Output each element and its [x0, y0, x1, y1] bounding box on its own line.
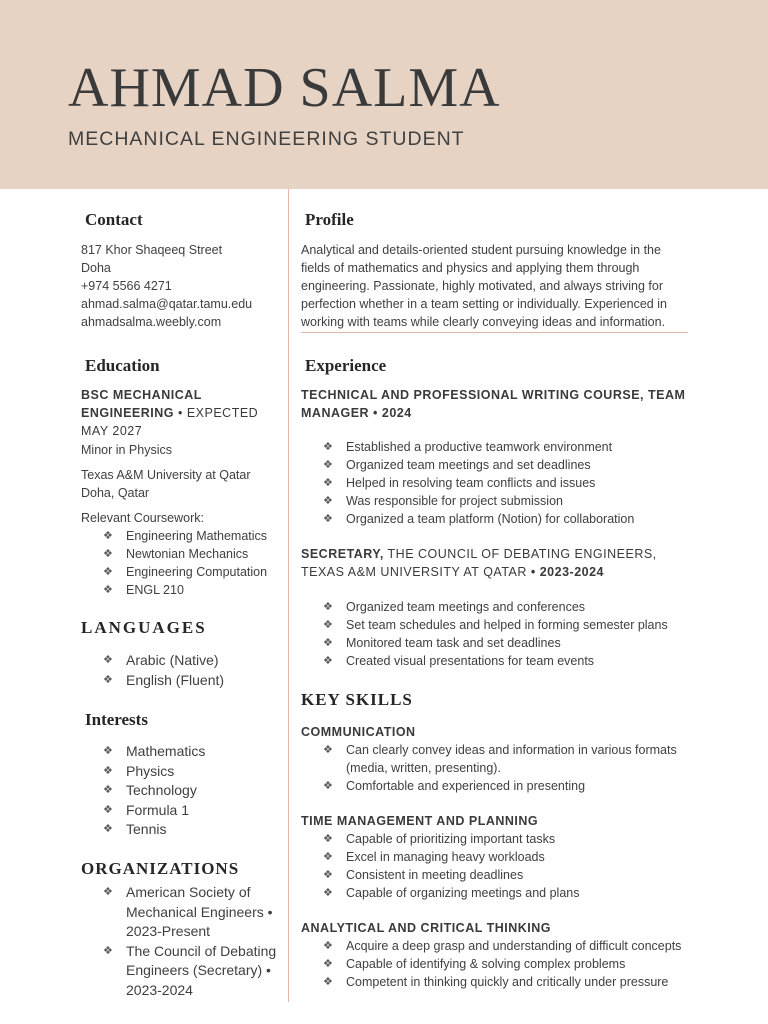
list-item: ❖ Newtonian Mechanics: [103, 547, 249, 561]
diamond-bullet-icon: ❖: [323, 601, 333, 613]
diamond-bullet-icon: ❖: [323, 833, 333, 845]
diamond-bullet-icon: ❖: [323, 940, 333, 952]
list-item: ❖ Engineering Computation: [103, 565, 268, 579]
list-item: ❖ Excel in managing heavy workloads: [323, 850, 545, 864]
list-item: ❖ Capable of organizing meetings and plans: [323, 886, 580, 900]
contact-email[interactable]: ahmad.salma@qatar.tamu.edu: [81, 297, 253, 311]
diamond-bullet-icon: ❖: [103, 784, 113, 797]
list-item: ❖ Consistent in meeting deadlines: [323, 868, 524, 882]
skill-group-communication: COMMUNICATION: [301, 725, 416, 739]
list-item: ❖ American Society of Mechanical Engineers • 2023-Present: [103, 884, 273, 940]
skill-group-time-management: TIME MANAGEMENT AND PLANNING: [301, 814, 539, 828]
diamond-bullet-icon: ❖: [323, 619, 333, 631]
diamond-bullet-icon: ❖: [103, 530, 113, 542]
profile-summary: [301, 241, 667, 331]
list-item: ❖ English (Fluent): [81, 671, 291, 691]
job-1-title: TECHNICAL AND PROFESSIONAL WRITING COURSE, TEAM MANAGER • 2024: [301, 388, 686, 420]
diamond-bullet-icon: ❖: [103, 764, 113, 777]
profile-line: perfection whether in a team setting or individually. Experienced in: [301, 297, 667, 311]
skill-analytical-list: [301, 937, 701, 991]
contact-address: 817 Khor Shaqeeq Street: [81, 243, 223, 257]
school-name: Texas A&M University at Qatar: [81, 468, 251, 482]
degree-expected: • EXPECTED: [174, 406, 259, 420]
education-heading: Education: [85, 356, 160, 375]
diamond-bullet-icon: ❖: [323, 459, 333, 471]
languages-heading: LANGUAGES: [81, 618, 207, 637]
job-1-bullets: [301, 438, 701, 528]
skill-group-analytical: ANALYTICAL AND CRITICAL THINKING: [301, 921, 552, 935]
profile-line: engineering. Passionate, highly motivated, and always striving for: [301, 279, 664, 293]
key-skills-heading: KEY SKILLS: [301, 690, 413, 709]
list-item: ❖ Tennis: [81, 820, 291, 840]
profile-heading: Profile: [305, 210, 354, 229]
list-item: ❖ Comfortable and experienced in presenting: [323, 779, 586, 793]
diamond-bullet-icon: ❖: [323, 976, 333, 988]
degree-name-line2: ENGINEERING: [81, 406, 175, 420]
diamond-bullet-icon: ❖: [323, 441, 333, 453]
organizations-list: [81, 883, 291, 1001]
candidate-name: AHMAD SALMA: [68, 57, 501, 119]
profile-line: Analytical and details-oriented student pursuing knowledge in the: [301, 243, 661, 257]
diamond-bullet-icon: ❖: [103, 886, 113, 898]
diamond-bullet-icon: ❖: [323, 780, 333, 792]
list-item: ❖ Formula 1: [81, 801, 291, 821]
degree-date: MAY 2027: [81, 424, 143, 438]
list-item: ❖ Capable of identifying & solving complex problems: [323, 957, 626, 971]
diamond-bullet-icon: ❖: [323, 887, 333, 899]
list-item: ❖ Helped in resolving team conflicts and issues: [323, 476, 596, 490]
list-item: ❖ Organized team meetings and set deadlines: [323, 458, 591, 472]
diamond-bullet-icon: ❖: [103, 654, 113, 666]
list-item: ❖ Created visual presentations for team events: [323, 654, 595, 668]
coursework-label: Relevant Coursework:: [81, 511, 204, 525]
list-item: ❖ The Council of Debating Engineers (Secretary) • 2023-2024: [103, 942, 277, 998]
contact-phone: +974 5566 4271: [81, 279, 172, 293]
school-block: [81, 466, 251, 502]
organizations-heading: ORGANIZATIONS: [81, 859, 240, 878]
profile-divider: [301, 332, 688, 333]
diamond-bullet-icon: ❖: [323, 637, 333, 649]
diamond-bullet-icon: ❖: [323, 744, 333, 756]
list-item: ❖ Established a productive teamwork environment: [323, 440, 613, 454]
list-item: ❖ Organized team meetings and conferences: [323, 600, 586, 614]
diamond-bullet-icon: ❖: [323, 851, 333, 863]
interests-list: [81, 742, 291, 840]
diamond-bullet-icon: ❖: [103, 673, 113, 686]
diamond-bullet-icon: ❖: [103, 803, 113, 816]
job-2-bullets: [301, 598, 701, 670]
skill-time-management-list: [301, 830, 701, 902]
profile-line: working with teams while clearly conveying ideas and information.: [301, 315, 666, 329]
profile-line: fields of mathematics and physics and applying them through: [301, 261, 640, 275]
list-item: ❖ Capable of prioritizing important tasks: [323, 832, 556, 846]
degree-block: [81, 386, 258, 440]
list-item: ❖ Organized a team platform (Notion) for collaboration: [323, 512, 635, 526]
diamond-bullet-icon: ❖: [323, 477, 333, 489]
list-item: ❖ Was responsible for project submission: [323, 494, 563, 508]
contact-heading: Contact: [85, 210, 143, 229]
list-item: ❖ Competent in thinking quickly and critically under pressure: [323, 975, 669, 989]
diamond-bullet-icon: ❖: [103, 823, 113, 836]
degree-name-line1: BSC MECHANICAL: [81, 388, 202, 402]
contact-city: Doha: [81, 261, 111, 275]
list-item: ❖ Engineering Mathematics: [103, 529, 268, 543]
diamond-bullet-icon: ❖: [323, 655, 333, 667]
diamond-bullet-icon: ❖: [323, 958, 333, 970]
languages-list: [81, 651, 291, 690]
diamond-bullet-icon: ❖: [323, 869, 333, 881]
list-item: ❖ Acquire a deep grasp and understanding of difficult concepts: [323, 939, 682, 953]
diamond-bullet-icon: ❖: [103, 745, 113, 757]
list-item: ❖ Arabic (Native): [81, 651, 291, 671]
list-item: ❖ Can clearly convey ideas and information in various formats (media, written, presenting).: [323, 743, 677, 775]
list-item: ❖ Physics: [81, 762, 291, 782]
contact-block: [81, 241, 252, 331]
diamond-bullet-icon: ❖: [323, 495, 333, 507]
contact-website[interactable]: ahmadsalma.weebly.com: [81, 315, 222, 329]
diamond-bullet-icon: ❖: [103, 566, 113, 578]
candidate-title: MECHANICAL ENGINEERING STUDENT: [68, 128, 465, 150]
diamond-bullet-icon: ❖: [103, 584, 113, 596]
diamond-bullet-icon: ❖: [103, 548, 113, 560]
interests-heading: Interests: [85, 710, 148, 729]
school-location: Doha, Qatar: [81, 486, 150, 500]
minor: Minor in Physics: [81, 443, 172, 457]
list-item: ❖ Monitored team task and set deadlines: [323, 636, 561, 650]
diamond-bullet-icon: ❖: [103, 944, 113, 957]
list-item: ❖ ENGL 210: [103, 583, 184, 597]
list-item: ❖ Technology: [81, 781, 291, 801]
job-2-title: SECRETARY, THE COUNCIL OF DEBATING ENGINEERS, TEXAS A&M UNIVERSITY AT QATAR • 2023-2024: [301, 547, 657, 579]
skill-communication-list: [301, 741, 701, 795]
list-item: ❖ Set team schedules and helped in forming semester plans: [323, 618, 668, 632]
list-item: ❖ Mathematics: [81, 742, 291, 762]
header-band: [0, 0, 768, 189]
coursework-list: [81, 527, 291, 599]
diamond-bullet-icon: ❖: [323, 513, 333, 525]
experience-heading: Experience: [305, 356, 387, 375]
